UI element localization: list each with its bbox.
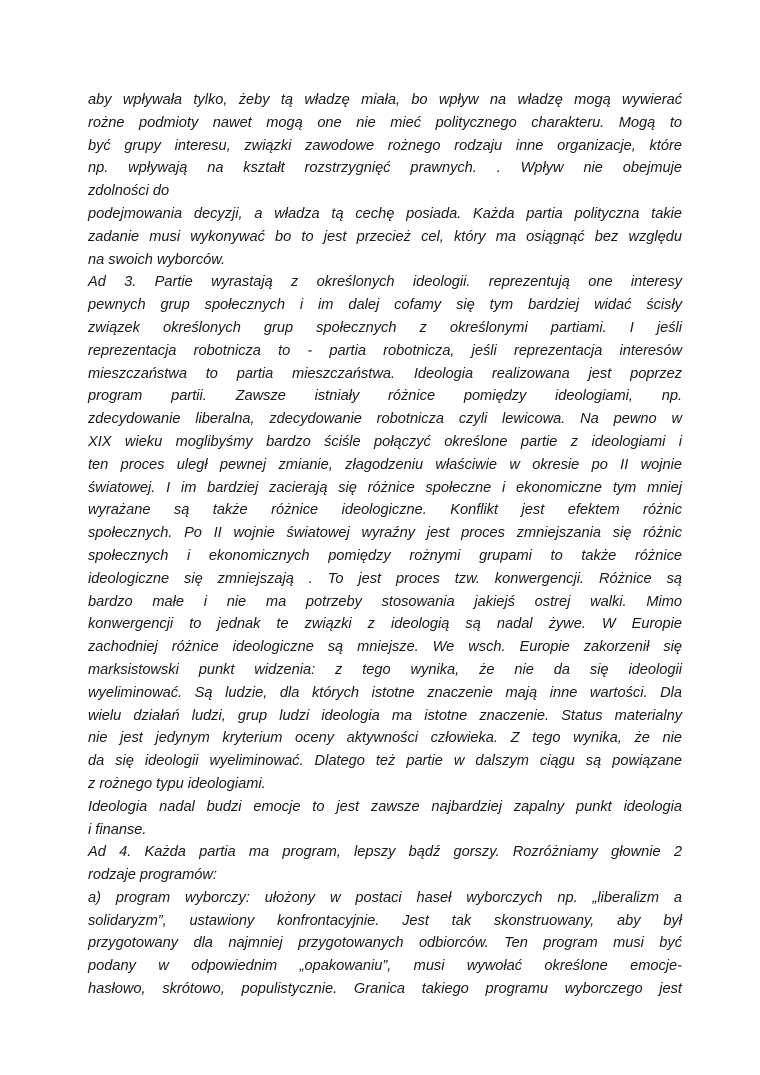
text-line: da się ideologii wyeliminować. Dlatego też partie w dalszym ciągu są powiązane [88, 753, 682, 770]
text-line: zdecydowanie liberalna, zdecydowanie robotnicza czyli lewicowa. Na pewno w [88, 411, 682, 428]
text-line: solidaryzm”, ustawiony konfrontacyjnie. Jest tak skonstruowany, aby był [88, 912, 682, 929]
text-line: społecznych. Po II wojnie światowej wyraźny jest proces zmniejszania się różnic [88, 525, 682, 542]
text-line: a) program wyborczy: ułożony w postaci haseł wyborczych np. „liberalizm a [88, 889, 682, 906]
text-line: bardzo małe i nie ma potrzeby stosowania jakiejś ostrej walki. Mimo [88, 593, 682, 610]
text-line: przygotowany dla najmniej przygotowanych odbiorców. Ten program musi być [88, 935, 682, 952]
text-line: aby wpływała tylko, żeby tą władzę miała, bo wpływ na władzę mogą wywierać [88, 92, 682, 108]
text-line: marksistowski punkt widzenia: z tego wynika, że nie da się ideologii [88, 661, 682, 678]
text-line: ten proces uległ pewnej zmianie, złagodzeniu właściwie w okresie po II wojnie [88, 456, 682, 473]
text-line: XIX wieku moglibyśmy bardzo ściśle połączyć określone partie z ideologiami i [88, 433, 682, 450]
text-line: społecznych i ekonomicznych pomiędzy rożnymi grupami to także różnice [88, 547, 682, 564]
text-line: Ad 4. Każda partia ma program, lepszy bądź gorszy. Rozróżniamy głownie 2 [88, 844, 682, 861]
text-line: zdolności do [88, 183, 170, 200]
text-line: z rożnego typu ideologiami. [88, 775, 266, 792]
text-line: zachodniej różnice ideologiczne są mniejsze. We wsch. Europie zakorzenił się [88, 639, 682, 656]
text-line: zadanie musi wykonywać bo to jest przecież cel, który ma osiągnąć bez względu [88, 228, 682, 245]
text-line: rodzaje programów: [88, 867, 217, 884]
text-line: wielu działań ludzi, grup ludzi ideologia ma istotne znaczenie. Status materialny [88, 707, 682, 724]
text-line: związek określonych grup społecznych z określonymi partiami. I jeśli [88, 319, 682, 336]
document-text-body [88, 89, 682, 1001]
text-line: pewnych grup społecznych i im dalej cofamy się tym bardziej widać ścisły [88, 297, 682, 314]
text-line: nie jest jedynym kryterium oceny aktywności człowieka. Z tego wynika, że nie [88, 730, 682, 747]
text-line: Ideologia nadal budzi emocje to jest zawsze najbardziej zapalny punkt ideologia [88, 798, 682, 815]
text-line: wyeliminować. Są ludzie, dla których istotne znaczenie mają inne wartości. Dla [88, 684, 682, 701]
text-line: światowej. I im bardziej zacierają się różnice społeczne i ekonomiczne tym mniej [88, 479, 682, 496]
text-line: i finanse. [88, 821, 147, 838]
text-line: podany w odpowiednim „opakowaniu”, musi wywołać określone emocje- [88, 958, 682, 975]
text-line: Ad 3. Partie wyrastają z określonych ideologii. reprezentują one interesy [88, 274, 682, 291]
text-line: hasłowo, skrótowo, populistycznie. Granica takiego programu wyborczego jest [88, 981, 682, 998]
text-line: mieszczaństwa to partia mieszczaństwa. Ideologia realizowana jest poprzez [88, 365, 682, 382]
text-line: rożne podmioty nawet mogą one nie mieć politycznego charakteru. Mogą to [88, 114, 682, 131]
text-line: podejmowania decyzji, a władza tą cechę posiada. Każda partia polityczna takie [88, 205, 682, 222]
text-line: reprezentacja robotnicza to - partia robotnicza, jeśli reprezentacja interesów [88, 342, 682, 359]
text-line: np. wpływają na kształt rozstrzygnięć prawnych. . Wpływ nie obejmuje [88, 160, 682, 177]
text-line: program partii. Zawsze istniały różnice pomiędzy ideologiami, np. [88, 388, 682, 405]
text-line: na swoich wyborców. [88, 251, 226, 268]
text-line: wyrażane są także różnice ideologiczne. Konflikt jest efektem różnic [88, 502, 682, 519]
text-line: ideologiczne się zmniejszają . To jest proces tzw. konwergencji. Różnice są [88, 570, 682, 587]
text-line: konwergencji to jednak te związki z ideologią są nadal żywe. W Europie [88, 616, 682, 633]
text-line: być grupy interesu, związki zawodowe rożnego rodzaju inne organizacje, które [88, 137, 682, 154]
